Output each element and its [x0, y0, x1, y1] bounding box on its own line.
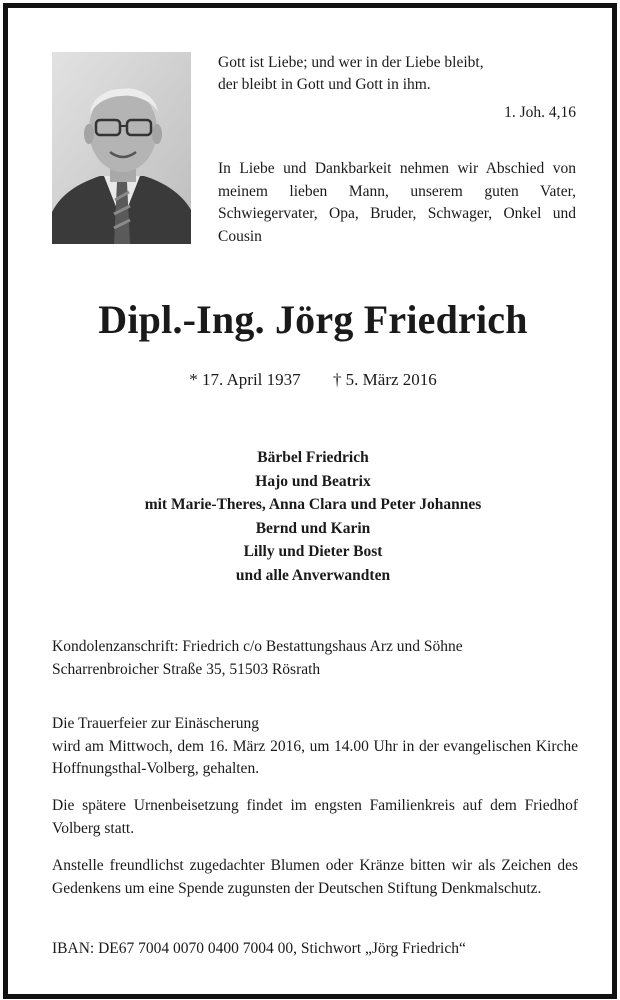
donation-request: [52, 855, 578, 900]
death-date: † 5. März 2016: [332, 370, 437, 389]
deceased-name: Dipl.-Ing. Jörg Friedrich: [98, 297, 528, 342]
funeral-ceremony-info: [52, 713, 578, 781]
portrait-photo: [52, 52, 191, 244]
condolence-address: [52, 636, 578, 681]
iban-line: IBAN: DE67 7004 0070 0400 7004 00, Stichwort „Jörg Friedrich“: [52, 940, 466, 957]
verse-line-2: der bleibt in Gott und Gott in ihm.: [218, 76, 431, 93]
family-member: mit Marie-Theres, Anna Clara und Peter Johannes: [144, 496, 482, 513]
verse-reference: 1. Joh. 4,16: [504, 104, 576, 121]
family-member: Hajo und Beatrix: [255, 472, 371, 490]
family-member: Lilly und Dieter Bost: [243, 543, 383, 560]
obituary-frame: [3, 3, 617, 999]
dedication-paragraph: In Liebe und Dankbarkeit nehmen wir Abschied von meinem lieben Mann, unserem guten Vater, Schwiegervater, Opa, Bruder, Schwager, Onkel und Cousin: [218, 160, 576, 245]
urn-paragraph: Die spätere Urnenbeisetzung findet im engsten Familienkreis auf dem Friedhof Volberg statt.: [52, 797, 578, 837]
urn-burial-info: [52, 795, 578, 840]
birth-date: * 17. April 1937: [189, 370, 301, 389]
bank-details: [52, 938, 578, 961]
family-member: Bernd und Karin: [255, 519, 371, 537]
condolence-line-1: Kondolenzanschrift: Friedrich c/o Bestattungshaus Arz und Söhne: [52, 638, 463, 655]
verse-line-1: Gott ist Liebe; und wer in der Liebe bleibt,: [218, 54, 484, 71]
ceremony-line-2: wird am Mittwoch, dem 16. März 2016, um 14.00 Uhr in der evangelischen Kirche Hoffnungsthal-Volberg, gehalten.: [52, 737, 578, 777]
condolence-line-2: Scharrenbroicher Straße 35, 51503 Rösrath: [52, 660, 321, 678]
flowers-paragraph: Anstelle freundlichst zugedachter Blumen oder Kränze bitten wir als Zeichen des Gedenkens um eine Spende zugunsten der Deutschen Stiftung Denkmalschutz.: [52, 857, 578, 897]
life-dates: [8, 370, 618, 390]
family-member: Bärbel Friedrich: [257, 449, 369, 466]
dedication-text: [218, 158, 576, 248]
bible-verse: [218, 52, 576, 124]
ceremony-line-1: Die Trauerfeier zur Einäscherung: [52, 715, 260, 732]
family-member: und alle Anverwandten: [235, 566, 391, 584]
family-list: [8, 446, 618, 587]
